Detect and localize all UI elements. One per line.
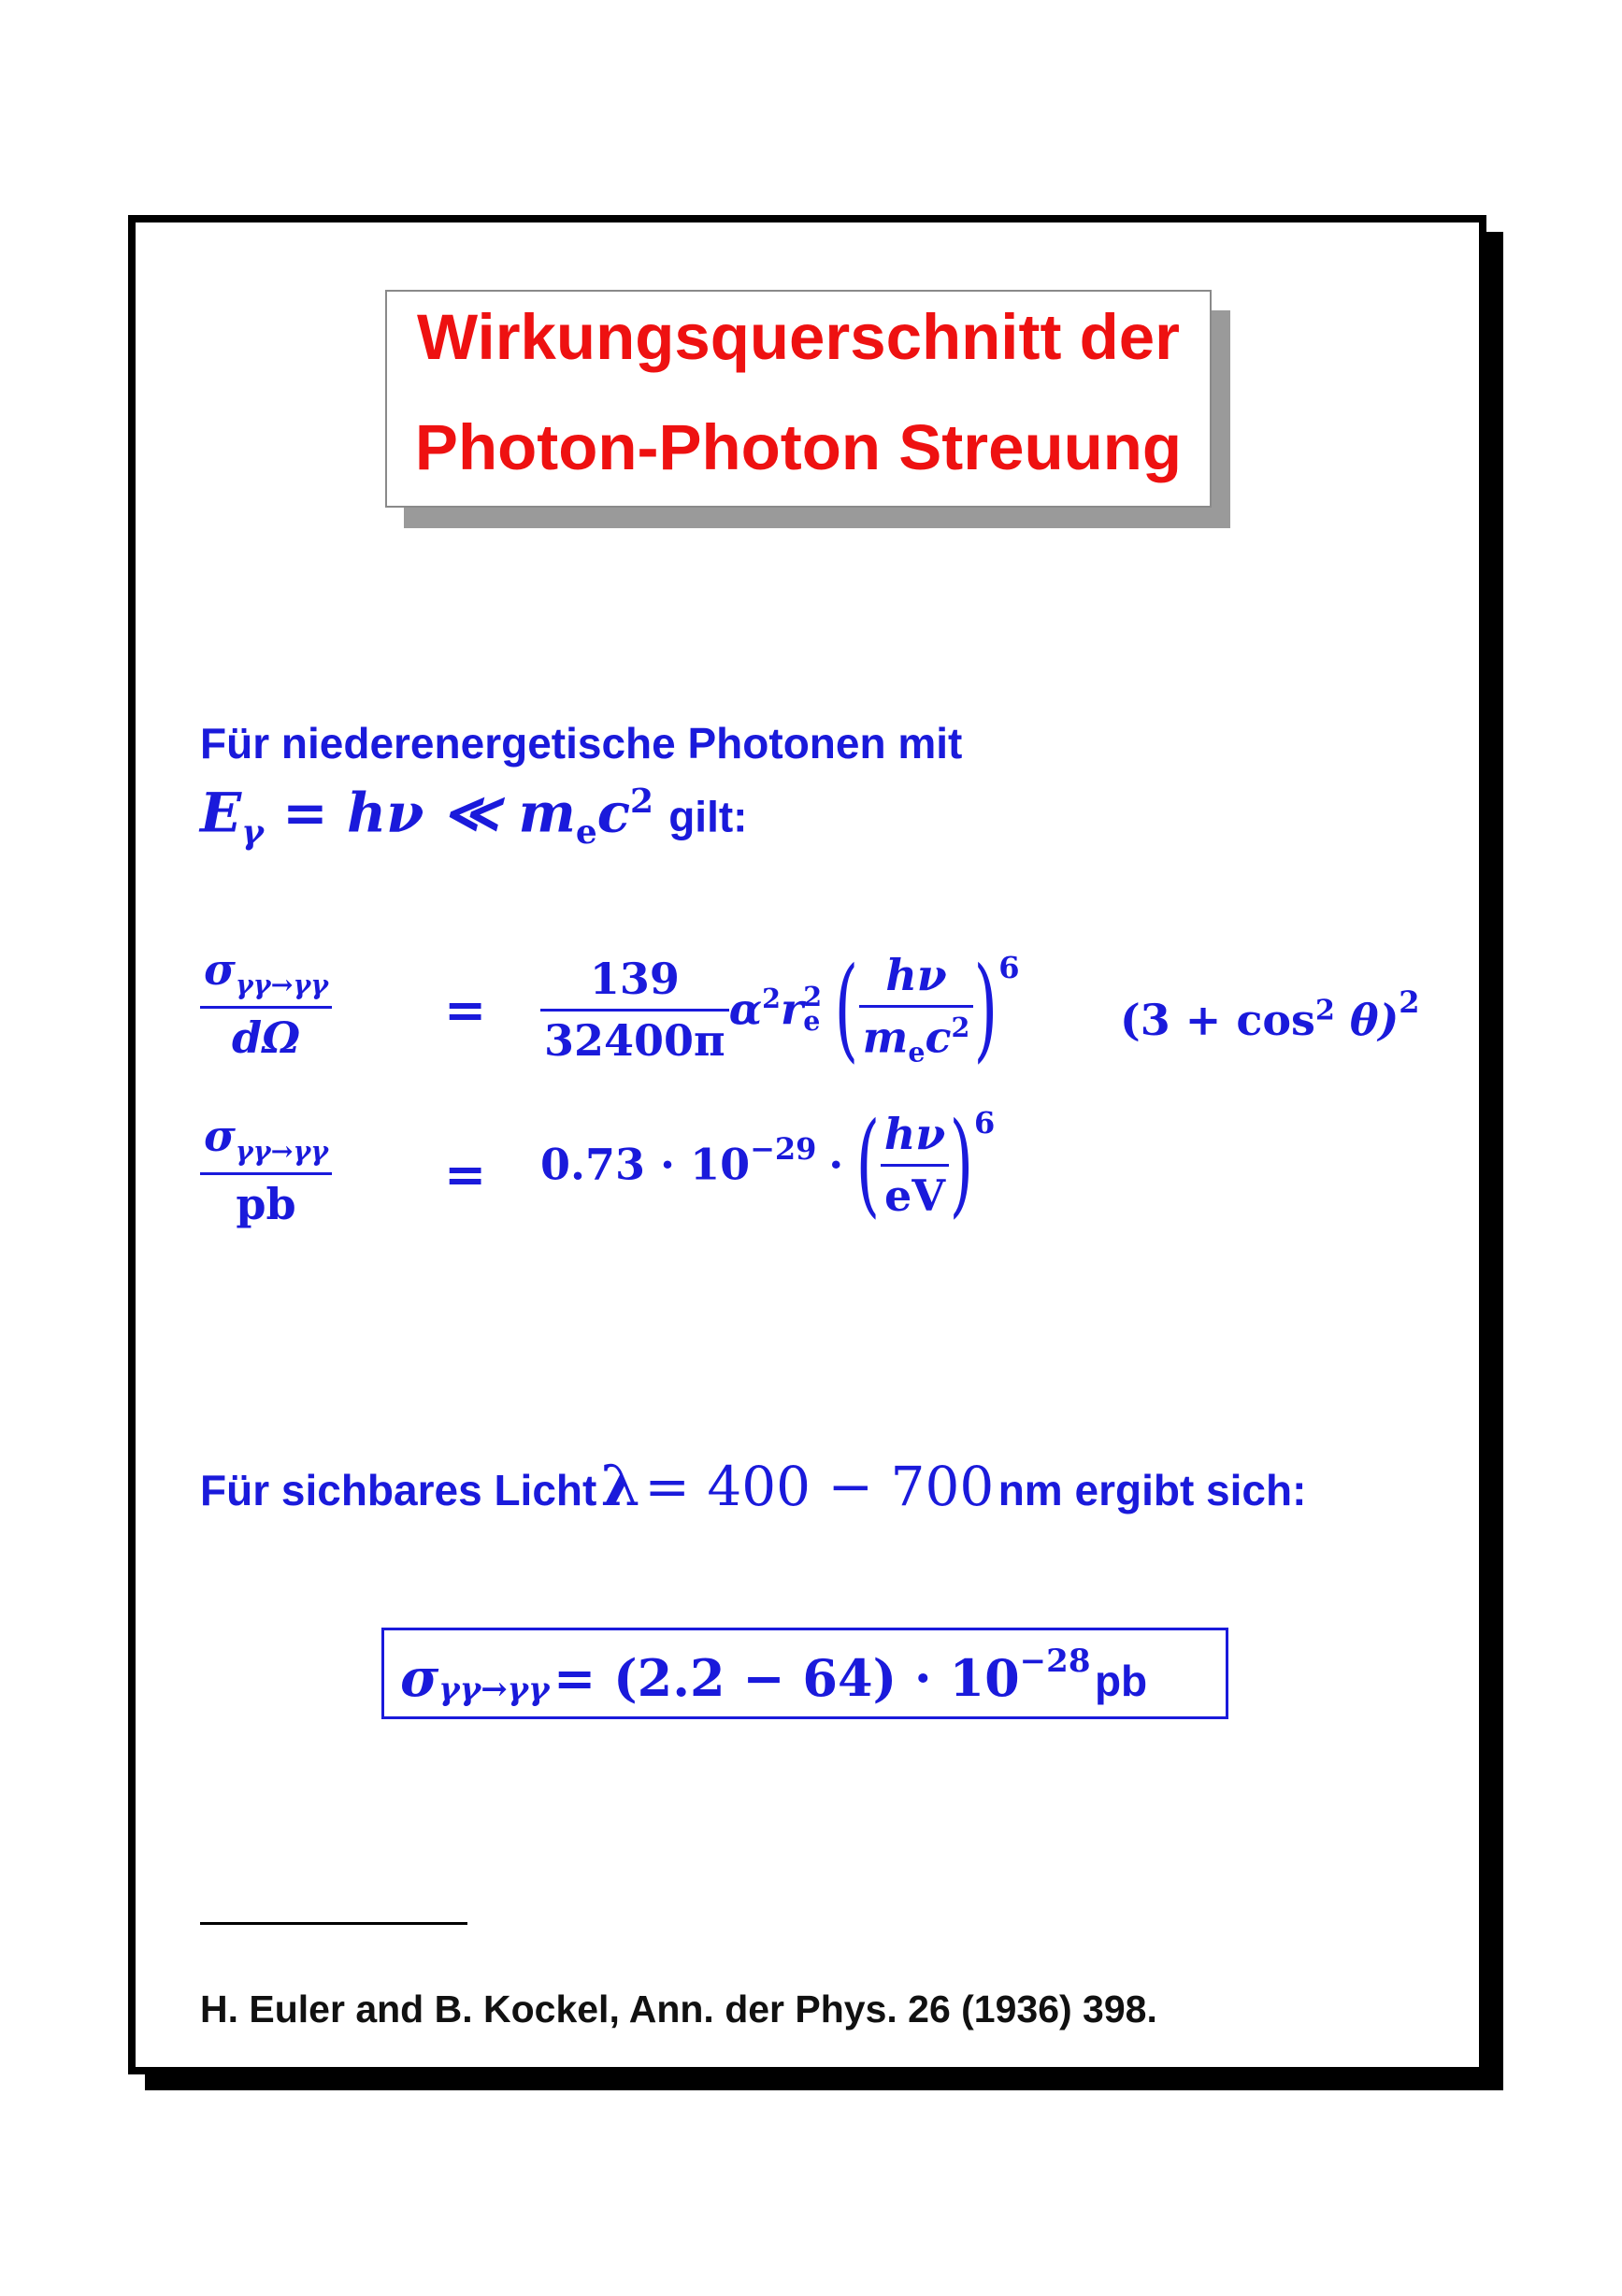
condition-c: c: [596, 781, 631, 845]
eq1-equals: =: [444, 980, 487, 1040]
condition-sub-gamma: γ: [241, 811, 264, 852]
eq1-right-paren: ): [973, 944, 998, 1074]
title-line-1: Wirkungsquerschnitt der: [417, 301, 1180, 373]
eq1-r: r: [780, 983, 804, 1035]
eq1-sigma-sub: γγ→γγ: [235, 969, 329, 1001]
eq2-right-paren: ): [949, 1099, 974, 1229]
title-box: [385, 290, 1212, 508]
equation-2: [200, 1112, 332, 1227]
eq1-inner-c: c: [925, 1012, 952, 1063]
visible-lambda: λ: [600, 1454, 640, 1519]
condition-sup: 2: [630, 782, 654, 821]
intro-text: Für niederenergetische Photonen mit: [200, 719, 963, 768]
eq1-r-scripts: [803, 981, 823, 1037]
eq2-left-paren: (: [855, 1099, 881, 1229]
eq1-inner-fraction: [859, 952, 974, 1067]
eq1-rhs: [540, 944, 1020, 1074]
eq2-value: 0.73 · 10: [540, 1139, 751, 1190]
eq1-inner-m: m: [862, 1012, 909, 1063]
eq2-equals: =: [444, 1144, 487, 1204]
eq1-power: 6: [998, 950, 1020, 986]
eq1-lhs-denominator: dΩ: [232, 1012, 301, 1063]
eq1-r-sup: 2: [803, 981, 823, 1013]
eq2-power: 6: [974, 1105, 996, 1141]
title-line-2: Photon-Photon Streuung: [414, 411, 1183, 483]
eq2-lhs-denominator: pb: [236, 1178, 296, 1229]
intro-condition: [200, 781, 748, 852]
visible-light-line: [200, 1454, 1307, 1519]
eq1-inner-sub: e: [908, 1036, 926, 1069]
eq1-coef-fraction: [540, 955, 729, 1064]
eq1-coef-numerator: 139: [540, 955, 729, 1012]
visible-range: = 400 − 700: [644, 1455, 995, 1518]
eq1-alpha-sup: 2: [762, 983, 781, 1015]
eq1-r-sub: e: [803, 1005, 821, 1037]
eq2-lhs-numerator: [200, 1112, 332, 1175]
eq1-tail-theta: θ): [1334, 995, 1400, 1045]
reference-citation: H. Euler and B. Kockel, Ann. der Phys. 26 (1936) 398.: [200, 1987, 1157, 2031]
eq2-inner-numerator: hν: [881, 1111, 949, 1167]
eq1-lhs-numerator: [200, 946, 332, 1009]
eq2-sigma: σ: [204, 1111, 236, 1161]
eq1-inner-numerator: hν: [859, 952, 974, 1008]
visible-text: Für sichbares Licht: [200, 1466, 597, 1514]
condition-e: E: [200, 781, 242, 845]
result-sigma: σ: [400, 1647, 439, 1709]
eq2-lhs-fraction: [200, 1112, 332, 1227]
eq2-rhs: [540, 1099, 996, 1229]
eq1-tail: [1120, 984, 1420, 1045]
eq1-alpha: α: [728, 983, 763, 1035]
result-expr: = (2.2 − 64) · 10: [553, 1648, 1020, 1708]
eq2-dot: ·: [828, 1139, 844, 1190]
eq1-tail-sup: 2: [1314, 994, 1335, 1027]
condition-middle: = hν ≪ m: [263, 781, 576, 845]
result-sup: −28: [1019, 1643, 1091, 1680]
eq1-inner-sup: 2: [951, 1011, 970, 1043]
eq1-coef-denominator: 32400π: [544, 1014, 725, 1066]
footnote-rule: [200, 1922, 467, 1925]
eq1-tail-open: (3 + cos: [1120, 995, 1315, 1045]
result-sub: γγ→γγ: [438, 1671, 550, 1709]
eq2-inner-fraction: [881, 1108, 949, 1221]
visible-tail: nm ergibt sich:: [998, 1466, 1307, 1514]
eq2-inner-denominator: eV: [884, 1170, 946, 1221]
result-unit: pb: [1094, 1657, 1148, 1705]
eq1-inner-denominator: [859, 1008, 974, 1068]
eq1-tail-power: 2: [1399, 984, 1420, 1020]
eq2-value-sup: −29: [750, 1131, 817, 1168]
eq1-sigma: σ: [204, 944, 236, 995]
eq2-sigma-sub: γγ→γγ: [235, 1135, 329, 1168]
condition-sub-e: e: [575, 811, 597, 852]
equation-1: [200, 946, 332, 1061]
condition-tail: gilt:: [668, 792, 748, 841]
eq1-left-paren: (: [834, 944, 859, 1074]
eq1-lhs-fraction: [200, 946, 332, 1061]
result-expression: [400, 1643, 1148, 1709]
